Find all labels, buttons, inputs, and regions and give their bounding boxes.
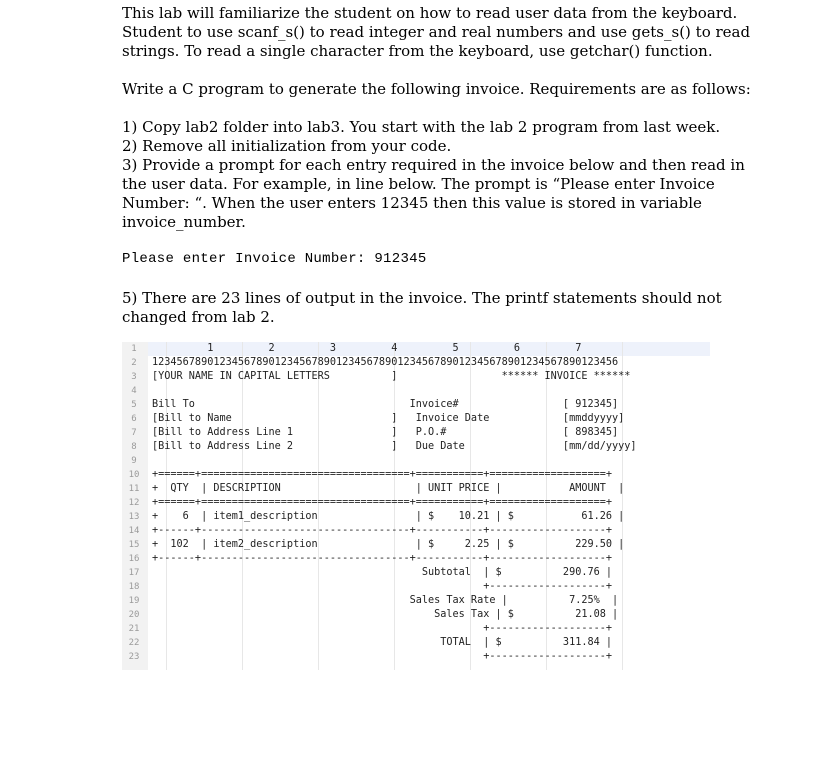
line-number: 2 (131, 358, 137, 368)
code-line: [YOUR NAME IN CAPITAL LETTERS ] ****** INVOICE ****** (152, 371, 631, 382)
line-number: 5 (131, 400, 137, 410)
line-number: 21 (128, 624, 140, 634)
line-number: 16 (128, 554, 140, 564)
code-line: 1234567890123456789012345678901234567890123456789012345678901234567890123456 (152, 357, 619, 368)
requirement-line-5: Number: “. When the user enters 12345 then this value is stored in variable (122, 194, 702, 212)
line-number: 1 (131, 344, 137, 354)
invoice-code-listing (122, 342, 710, 670)
line-number: 11 (128, 484, 140, 494)
code-line: Bill To Invoice# [ 912345] (152, 399, 619, 410)
line-number: 9 (131, 456, 137, 466)
line-number: 14 (128, 526, 140, 536)
line-number: 20 (128, 610, 140, 620)
code-line: [Bill to Address Line 1 ] P.O.# [ 898345] (152, 427, 619, 438)
line-number: 23 (128, 652, 140, 662)
requirement-line-6: invoice_number. (122, 213, 246, 231)
code-line: TOTAL | $ 311.84 | (152, 637, 613, 648)
code-line: Subtotal | $ 290.76 | (152, 567, 613, 578)
requirement-line-3: 3) Provide a prompt for each entry required in the invoice below and then read in (122, 156, 745, 174)
code-line: +======+==================================+===========+===================+ (152, 469, 613, 480)
code-line: Sales Tax | $ 21.08 | (152, 609, 619, 620)
note-line-2: changed from lab 2. (122, 308, 275, 326)
line-number: 3 (131, 372, 137, 382)
column-guide (622, 342, 623, 670)
code-line: Sales Tax Rate | 7.25% | (152, 595, 619, 606)
code-line: +-------------------+ (152, 623, 613, 634)
intro-line-1: This lab will familiarize the student on how to read user data from the keyboard. (122, 4, 738, 22)
line-number: 19 (128, 596, 140, 606)
line-number: 12 (128, 498, 140, 508)
line-number: 4 (131, 386, 137, 396)
line-number: 17 (128, 568, 140, 578)
intro-line-3: strings. To read a single character from the keyboard, use getchar() function. (122, 42, 713, 60)
requirement-line-1: 1) Copy lab2 folder into lab3. You start with the lab 2 program from last week. (122, 118, 721, 136)
code-line: +------+----------------------------------+-----------+-------------------+ (152, 553, 613, 564)
code-line: +------+----------------------------------+-----------+-------------------+ (152, 525, 613, 536)
line-number: 15 (128, 540, 140, 550)
note-line-1: 5) There are 23 lines of output in the invoice. The printf statements should not (122, 289, 722, 307)
line-number: 6 (131, 414, 137, 424)
code-line: 1 2 3 4 5 6 7 (152, 343, 582, 354)
code-line: [Bill to Name ] Invoice Date [mmddyyyy] (152, 413, 625, 424)
line-number: 22 (128, 638, 140, 648)
code-line: + QTY | DESCRIPTION | UNIT PRICE | AMOUNT | (152, 483, 625, 494)
line-number: 18 (128, 582, 140, 592)
code-line: [Bill to Address Line 2 ] Due Date [mm/dd/yyyy] (152, 441, 637, 452)
task-line: Write a C program to generate the following invoice. Requirements are as follows: (122, 80, 751, 98)
code-line: + 102 | item2_description | $ 2.25 | $ 229.50 | (152, 539, 625, 550)
code-line: +-------------------+ (152, 581, 613, 592)
prompt-example: Please enter Invoice Number: 912345 (122, 251, 427, 267)
line-number: 13 (128, 512, 140, 522)
code-line: +======+==================================+===========+===================+ (152, 497, 613, 508)
code-line: + 6 | item1_description | $ 10.21 | $ 61.26 | (152, 511, 625, 522)
line-number: 7 (131, 428, 137, 438)
code-line: +-------------------+ (152, 651, 613, 662)
line-number: 10 (128, 470, 140, 480)
requirement-line-4: the user data. For example, in line below. The prompt is “Please enter Invoice (122, 175, 715, 193)
requirement-line-2: 2) Remove all initialization from your code. (122, 137, 452, 155)
line-number: 8 (131, 442, 137, 452)
intro-line-2: Student to use scanf_s() to read integer and real numbers and use gets_s() to read (122, 23, 751, 41)
